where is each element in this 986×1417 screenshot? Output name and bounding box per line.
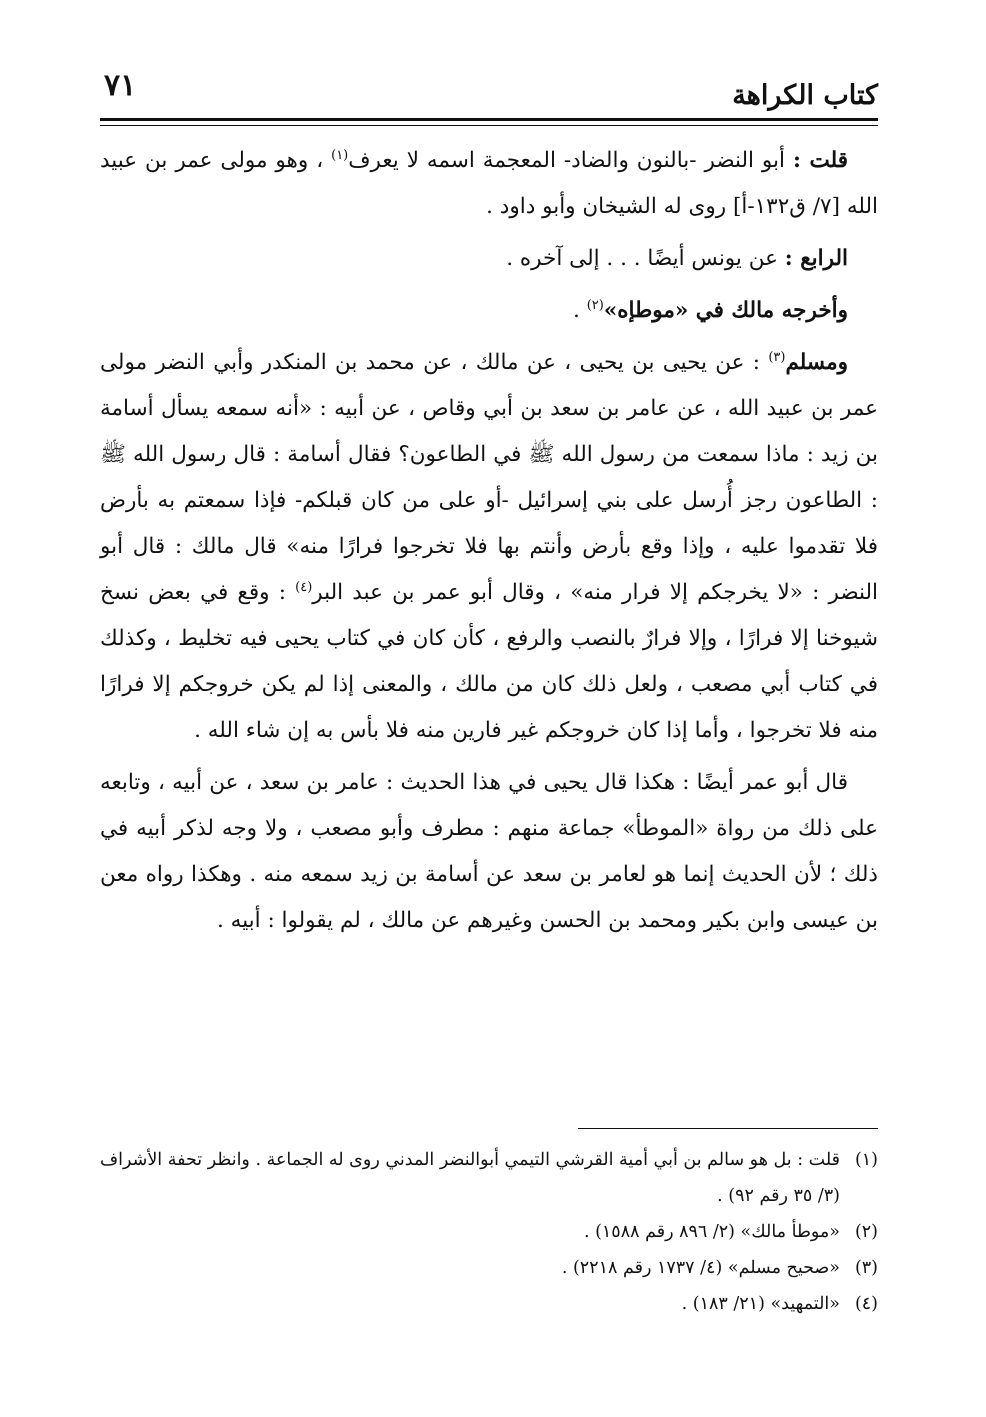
footnote-number: (٢) — [854, 1222, 878, 1242]
footnote-item — [100, 1250, 878, 1286]
header-rule-thick — [100, 118, 878, 121]
paragraph-text: عن يونس أيضًا . . . إلى آخره . — [506, 246, 778, 271]
footnote-text: «التمهيد» (٢١/ ١٨٣) . — [681, 1294, 840, 1314]
footnote-item — [100, 1142, 878, 1214]
footnote-number: (٤) — [854, 1294, 878, 1314]
footnote-separator — [578, 1128, 878, 1129]
paragraph-tail: . — [573, 298, 580, 323]
paragraph-lead: قلت : — [792, 148, 848, 173]
footnote-text: قلت : بل هو سالم بن أبي أمية القرشي التيمي أبوالنضر المدني روى له الجماعة . وانظر تحفة الأشراف (٣/ ٣٥ رقم ٩٢) . — [100, 1150, 840, 1206]
paragraph-text: أبو النضر -بالنون والضاد- المعجمة اسمه لا يعرف — [348, 148, 785, 173]
page-number: ٧١ — [104, 68, 137, 103]
paragraph-rabi — [100, 236, 878, 282]
paragraph-text: قال أبو عمر أيضًا : هكذا قال يحيى في هذا الحديث : عامر بن سعد ، عن أبيه ، وتابعه على ذلك من رواة «الموطأ» جماعة منهم : مطرف وأبو مصعب ، ولا وجه لذكر أبيه في ذلك ؛ لأن الحديث إنما هو لعامر بن سعد عن أسامة بن زيد سمعه منه . وهكذا رواه معن بن عيسى وابن بكير ومحمد بن الحسن وغيرهم عن مالك ، لم يقولوا : أبيه . — [100, 770, 878, 933]
paragraph-text: : عن يحيى بن يحيى ، عن مالك ، عن محمد بن المنكدر وأبي النضر مولى عمر بن عبيد الله ، عن عامر بن سعد بن أبي وقاص ، عن أبيه : «أنه سمعه يسأل أسامة بن زيد : ماذا سمعت من رسول الله ﷺ في الطاعون؟ فقال أسامة : قال رسول الله ﷺ : الطاعون رجز أُرسل على بني إسرائيل -أو على من كان قبلكم- فإذا سمعتم به بأرض فلا تقدموا عليه ، وإذا وقع بأرض وأنتم بها فلا تخرجوا فرارًا منه» قال مالك : قال أبو النضر : «لا يخرجكم إلا فرار منه» ، وقال أبو عمر بن عبد البر — [100, 350, 878, 605]
paragraph-lead: الرابع : — [784, 246, 848, 271]
paragraph-tail: ، وهو مولى عمر بن عبيد الله [٧/ ق١٣٢-أ] روى له الشيخان وأبو داود . — [100, 148, 878, 219]
paragraph-malik — [100, 288, 878, 334]
paragraph-muslim — [100, 340, 878, 754]
header-rule-thin — [100, 125, 878, 126]
footnote-item — [100, 1214, 878, 1250]
footnote-ref[interactable]: (٢) — [586, 297, 604, 313]
footnote-ref[interactable]: (١) — [331, 147, 349, 163]
paragraph-abu-umar — [100, 760, 878, 944]
footnote-number: (١) — [854, 1150, 878, 1170]
footnotes — [100, 1142, 878, 1322]
footnote-number: (٣) — [854, 1258, 878, 1278]
paragraph-text: وأخرجه مالك في «موطإه» — [603, 298, 848, 323]
paragraph-qult — [100, 138, 878, 230]
paragraph-tail: : وقع في بعض نسخ شيوخنا إلا فرارًا ، وإلا فرارٌ بالنصب والرفع ، كأن كان في كتاب يحيى فيه تخليط ، وكذلك في كتاب أبي مصعب ، ولعل ذلك كان من مالك ، والمعنى إذا لم يكن خروجكم إلا فرارًا منه فلا تخرجوا ، وأما إذا كان خروجكم غير فارين منه فلا بأس به إن شاء الله . — [100, 580, 878, 743]
footnote-text: «صحيح مسلم» (٤/ ١٧٣٧ رقم ٢٢١٨) . — [561, 1258, 840, 1278]
footnote-item — [100, 1286, 878, 1322]
footnote-ref[interactable]: (٣) — [768, 349, 786, 365]
main-text — [100, 138, 878, 950]
running-title: كتاب الكراهة — [732, 80, 878, 111]
footnote-ref[interactable]: (٤) — [295, 579, 313, 595]
paragraph-lead: ومسلم — [785, 350, 848, 375]
page-header — [100, 66, 878, 116]
footnote-text: «موطأ مالك» (٢/ ٨٩٦ رقم ١٥٨٨) . — [583, 1222, 840, 1242]
